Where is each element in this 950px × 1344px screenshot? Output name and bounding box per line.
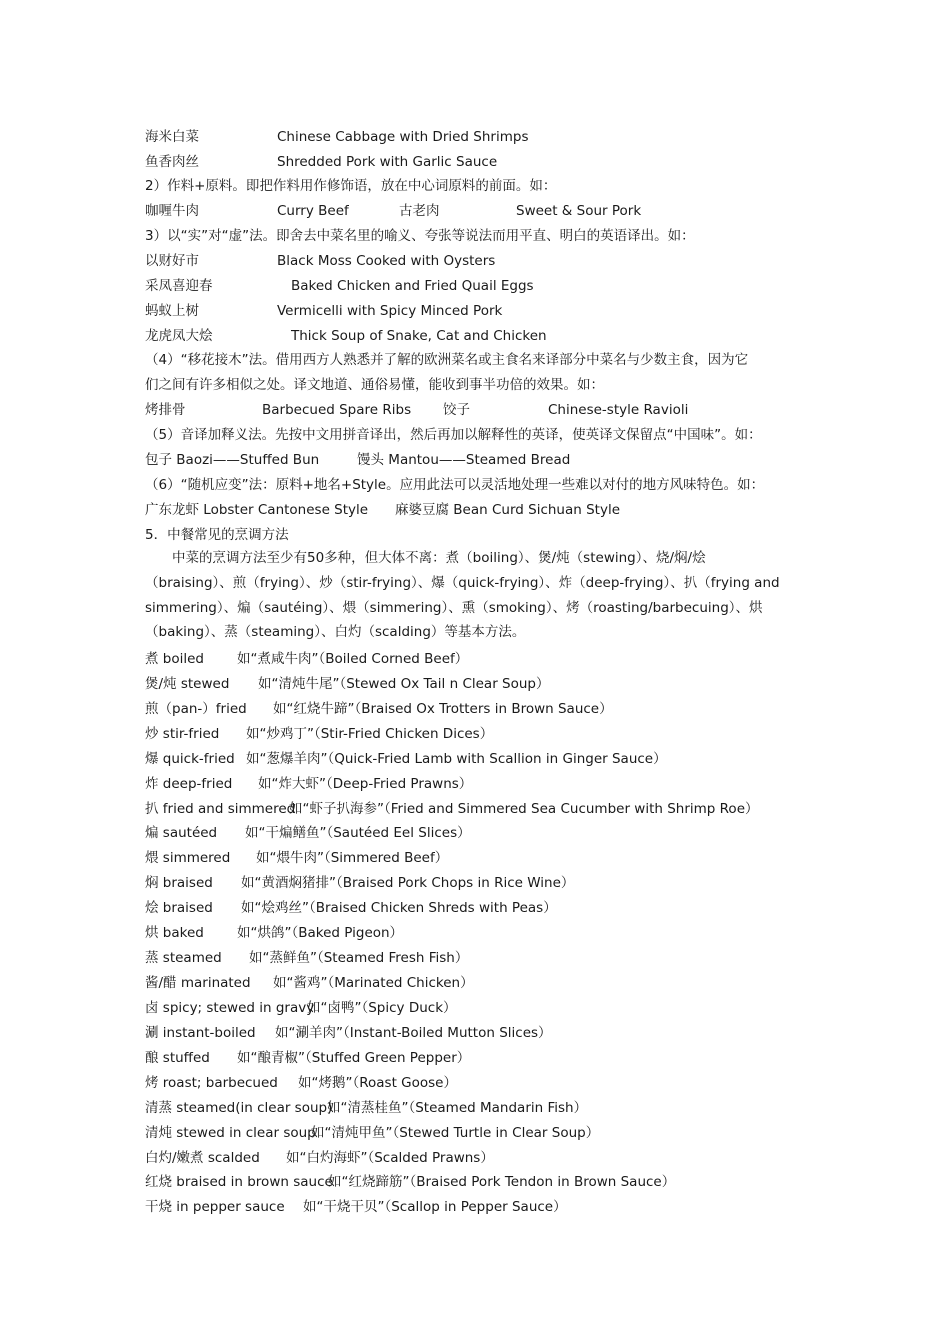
paragraph-line: 们之间有许多相似之处。译文地道、通俗易懂，能收到事半功倍的效果。如：: [145, 376, 604, 393]
method-term: 炸 deep-fried: [145, 776, 233, 792]
dish-name-en: Barbecued Spare Ribs: [262, 402, 412, 418]
dish-translation: 麻婆豆腐 Bean Curd Sichuan Style: [395, 502, 621, 518]
method-term: 煸 sautéed: [145, 825, 218, 841]
method-term: 干烧 in pepper sauce: [145, 1199, 285, 1215]
method-term: 烤 roast; barbecued: [145, 1075, 278, 1091]
method-example: 如“清蒸桂鱼”（Steamed Mandarin Fish）: [327, 1100, 588, 1116]
dish-name-zh: 以财好市: [145, 253, 199, 269]
dish-translation: 馒头 Mantou——Steamed Bread: [357, 452, 571, 468]
section-paragraph: [145, 348, 810, 398]
dish-name-en: Baked Chicken and Fried Quail Eggs: [291, 278, 534, 294]
dish-name-en: Chinese Cabbage with Dried Shrimps: [277, 129, 529, 145]
method-example: 如“炒鸡丁”（Stir-Fried Chicken Dices）: [246, 726, 494, 742]
dish-name-zh: 海米白菜: [145, 129, 199, 145]
method-term: 蒸 steamed: [145, 950, 222, 966]
method-term: 煨 simmered: [145, 850, 231, 866]
cooking-methods-paragraph: [145, 546, 810, 645]
section-heading: 5．中餐常见的烹调方法: [145, 527, 289, 543]
method-example: 如“干烧干贝”（Scallop in Pepper Sauce）: [303, 1199, 567, 1215]
paragraph-line: 中菜的烹调方法至少有50多种，但大体不离：煮（boiling）、煲/炖（stewing）、烧/焖/烩: [145, 550, 706, 566]
method-term: 酿 stuffed: [145, 1050, 210, 1066]
dish-name-zh: 咖喱牛肉: [145, 203, 199, 219]
dish-name-en: Curry Beef: [277, 203, 349, 219]
dish-name-zh: 饺子: [443, 402, 470, 418]
method-term: 清炖 stewed in clear soup: [145, 1125, 316, 1141]
method-term: 卤 spicy; stewed in gravy: [145, 1000, 315, 1016]
dish-name-en: Black Moss Cooked with Oysters: [277, 253, 496, 269]
method-example: 如“红烧牛蹄”（Braised Ox Trotters in Brown Sauce）: [273, 701, 613, 717]
dish-name-en: Shredded Pork with Garlic Sauce: [277, 154, 498, 170]
dish-name-zh: 烤排骨: [145, 402, 186, 418]
method-term: 焖 braised: [145, 875, 213, 891]
dish-name-zh: 龙虎凤大烩: [145, 328, 213, 344]
method-example: 如“干煸鳝鱼”（Sautéed Eel Slices）: [245, 825, 471, 841]
dish-translation: 广东龙虾 Lobster Cantonese Style: [145, 502, 369, 518]
dish-name-zh: 鱼香肉丝: [145, 154, 199, 170]
method-term: 涮 instant-boiled: [145, 1025, 256, 1041]
method-example: 如“清炖甲鱼”（Stewed Turtle in Clear Soup）: [311, 1125, 600, 1141]
method-example: 如“煮咸牛肉”（Boiled Corned Beef）: [237, 651, 469, 667]
section-heading: 3）以“实”对“虚”法。即舍去中菜名里的喻义、夸张等说法而用平直、明白的英语译出。如：: [145, 228, 695, 244]
section-heading: 2）作料+原料。即把作料用作修饰语，放在中心词原料的前面。如：: [145, 178, 557, 194]
dish-name-en: Vermicelli with Spicy Minced Pork: [277, 303, 503, 319]
paragraph-line: （baking）、蒸（steaming）、白灼（scalding）等基本方法。: [145, 624, 526, 641]
paragraph-line: simmering）、煸（sautéing）、煨（simmering）、熏（smoking）、烤（roasting/barbecuing）、烘: [145, 599, 763, 616]
section-heading: （5）音译加释义法。先按中文用拼音译出，然后再加以解释性的英译，使英译文保留点“中国味”。如：: [145, 427, 762, 443]
method-example: 如“烤鹅”（Roast Goose）: [298, 1075, 457, 1091]
section-heading: （6）“随机应变”法：原料+地名+Style。应用此法可以灵活地处理一些难以对付的地方风味特色。如：: [145, 477, 765, 493]
method-term: 酱/醋 marinated: [145, 975, 251, 991]
dish-translation: 包子 Baozi——Stuffed Bun: [145, 452, 320, 468]
method-term: 清蒸 steamed(in clear soup): [145, 1100, 333, 1116]
dish-name-en: Chinese-style Ravioli: [548, 402, 689, 418]
method-term: 烩 braised: [145, 900, 213, 916]
method-example: 如“黄酒焖猪排”（Braised Pork Chops in Rice Wine）: [241, 875, 575, 891]
method-example: 如“酿青椒”（Stuffed Green Pepper）: [237, 1050, 471, 1066]
method-term: 烘 baked: [145, 925, 204, 941]
method-example: 如“酱鸡”（Marinated Chicken）: [273, 975, 474, 991]
method-term: 煮 boiled: [145, 651, 204, 667]
method-term: 煲/炖 stewed: [145, 676, 230, 692]
method-example: 如“蒸鲜鱼”（Steamed Fresh Fish）: [249, 950, 469, 966]
method-example: 如“清炖牛尾”（Stewed Ox Tail n Clear Soup）: [258, 676, 550, 692]
method-example: 如“卤鸭”（Spicy Duck）: [307, 1000, 457, 1016]
dish-name-zh: 采凤喜迎春: [145, 278, 213, 294]
method-term: 白灼/嫩煮 scalded: [145, 1150, 260, 1166]
method-example: 如“白灼海虾”（Scalded Prawns）: [286, 1150, 494, 1166]
method-example: 如“烘鸽”（Baked Pigeon）: [237, 925, 404, 941]
method-term: 爆 quick-fried: [145, 751, 235, 767]
method-example: 如“炸大虾”（Deep-Fried Prawns）: [258, 776, 473, 792]
method-term: 炒 stir-fried: [145, 726, 220, 742]
method-term: 煎（pan-）fried: [145, 701, 247, 717]
method-example: 如“葱爆羊肉”（Quick-Fried Lamb with Scallion in Ginger Sauce）: [246, 751, 667, 767]
method-example: 如“烩鸡丝”（Braised Chicken Shreds with Peas）: [241, 900, 557, 916]
method-example: 如“红烧蹄筋”（Braised Pork Tendon in Brown Sauce）: [328, 1174, 676, 1190]
method-example: 如“煨牛肉”（Simmered Beef）: [256, 850, 449, 866]
method-example: 如“虾子扒海参”（Fried and Simmered Sea Cucumber with Shrimp Roe）: [289, 801, 759, 817]
method-term: 扒 fried and simmered: [145, 801, 296, 817]
dish-name-en: Sweet & Sour Pork: [516, 203, 642, 219]
method-example: 如“涮羊肉”（Instant-Boiled Mutton Slices）: [275, 1025, 552, 1041]
dish-name-en: Thick Soup of Snake, Cat and Chicken: [291, 328, 547, 344]
paragraph-line: （4）“移花接木”法。借用西方人熟悉并了解的欧洲菜名或主食名来译部分中菜名与少数主食，因为它: [145, 352, 749, 368]
dish-name-zh: 蚂蚁上树: [145, 303, 199, 319]
paragraph-line: （braising）、煎（frying）、炒（stir-frying）、爆（quick-frying）、炸（deep-frying）、扒（frying and: [145, 574, 780, 591]
dish-name-zh: 古老肉: [399, 203, 440, 219]
method-term: 红烧 braised in brown sauce: [145, 1174, 333, 1190]
